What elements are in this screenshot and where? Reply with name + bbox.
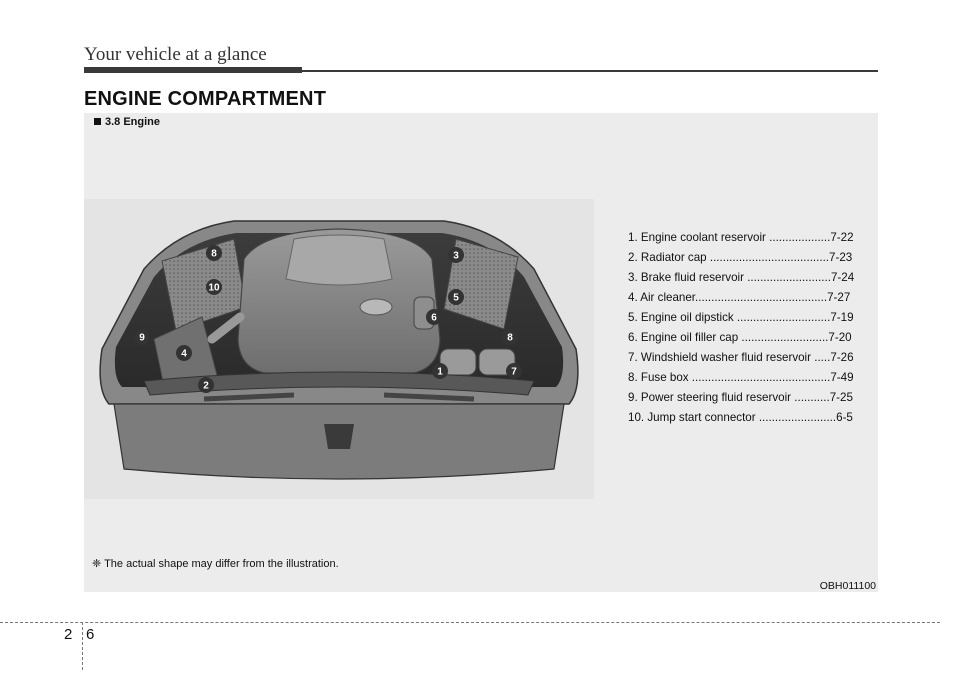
- svg-text:8: 8: [211, 248, 217, 260]
- image-code: OBH011100: [819, 580, 876, 592]
- legend-item: 9. Power steering fluid reservoir ...........7-25: [628, 391, 853, 404]
- legend-item: 7. Windshield washer fluid reservoir .....7-26: [628, 351, 854, 364]
- svg-text:4: 4: [181, 348, 187, 360]
- square-bullet-icon: [94, 118, 101, 125]
- engine-compartment-panel: [84, 113, 878, 592]
- legend-item: 2. Radiator cap .....................................7-23: [628, 251, 853, 264]
- legend-item: 4. Air cleaner.........................................7-27: [628, 291, 851, 304]
- svg-text:3: 3: [453, 250, 459, 262]
- svg-text:9: 9: [139, 332, 145, 344]
- chapter-number: 2: [64, 626, 73, 643]
- page-in-chapter: 6: [86, 626, 95, 643]
- legend-item: 3. Brake fluid reservoir ..........................7-24: [628, 271, 855, 284]
- svg-text:8: 8: [507, 332, 513, 344]
- legend-item: 5. Engine oil dipstick .............................7-19: [628, 311, 854, 324]
- legend-item: 10. Jump start connector ........................6-5: [628, 411, 853, 424]
- legend-item: 6. Engine oil filler cap ...........................7-20: [628, 331, 852, 344]
- svg-text:10: 10: [208, 282, 220, 294]
- legend-item: 1. Engine coolant reservoir ...................7-22: [628, 231, 854, 244]
- legend-item: 8. Fuse box ...........................................7-49: [628, 371, 854, 384]
- illustration-note: ❈ The actual shape may differ from the illustration.: [92, 558, 339, 570]
- svg-text:7: 7: [511, 366, 517, 378]
- running-header: Your vehicle at a glance: [84, 44, 267, 65]
- svg-text:2: 2: [203, 380, 209, 392]
- header-rule: [84, 70, 878, 72]
- component-legend: [628, 228, 868, 428]
- footer-divider: [82, 622, 83, 670]
- svg-text:5: 5: [453, 292, 459, 304]
- engine-bay-illustration: [84, 199, 594, 499]
- svg-text:6: 6: [431, 312, 437, 324]
- section-title: ENGINE COMPARTMENT: [84, 88, 327, 110]
- engine-variant-label: 3.8 Engine: [94, 116, 160, 128]
- footer-rule: [0, 622, 940, 623]
- svg-text:1: 1: [437, 366, 443, 378]
